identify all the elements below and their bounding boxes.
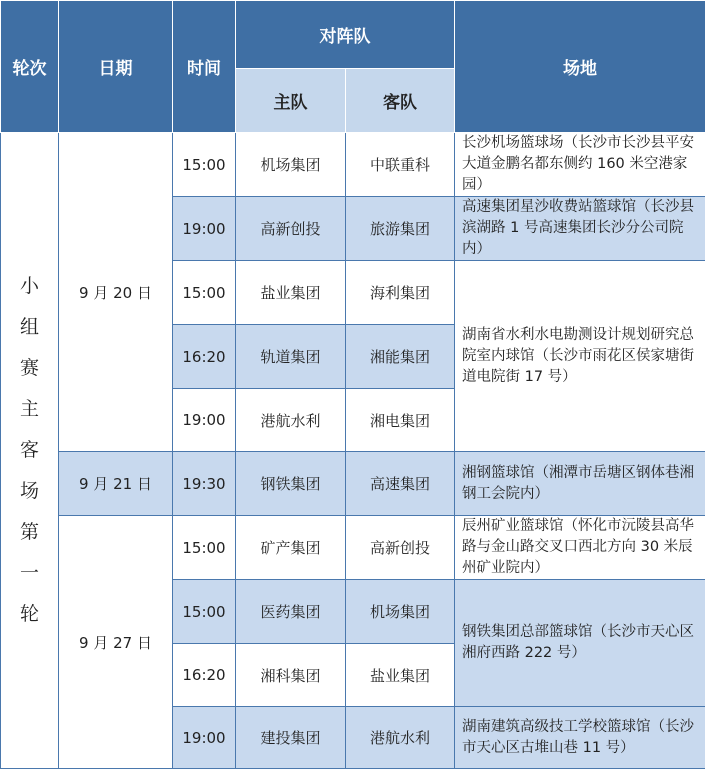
- match-time: 19:00: [173, 389, 236, 452]
- home-team: 湘科集团: [236, 644, 346, 707]
- venue-cell: 高速集团星沙收费站篮球馆（长沙县滨湖路 1 号高速集团长沙分公司院内）: [455, 197, 705, 261]
- match-time: 15:00: [173, 261, 236, 325]
- match-time: 19:30: [173, 452, 236, 516]
- away-team: 高新创投: [346, 516, 455, 580]
- away-team: 高速集团: [346, 452, 455, 516]
- match-time: 19:00: [173, 707, 236, 769]
- home-team: 建投集团: [236, 707, 346, 769]
- away-team: 旅游集团: [346, 197, 455, 261]
- match-time: 16:20: [173, 644, 236, 707]
- home-team: 机场集团: [236, 133, 346, 197]
- table-row: [1, 452, 705, 516]
- venue-cell: 湖南建筑高级技工学校篮球馆（长沙市天心区古堆山巷 11 号）: [455, 707, 705, 769]
- header-date: 日期: [59, 1, 173, 133]
- away-team: 盐业集团: [346, 644, 455, 707]
- table-row: [1, 133, 705, 197]
- home-team: 盐业集团: [236, 261, 346, 325]
- header-home: 主队: [236, 69, 346, 133]
- header-round: 轮次: [1, 1, 59, 133]
- header-matchup: 对阵队: [236, 1, 455, 69]
- venue-cell: 钢铁集团总部篮球馆（长沙市天心区湘府西路 222 号）: [455, 580, 705, 707]
- date-cell: 9 月 20 日: [59, 133, 173, 452]
- match-time: 15:00: [173, 516, 236, 580]
- header-venue: 场地: [455, 1, 705, 133]
- date-cell: 9 月 21 日: [59, 452, 173, 516]
- away-team: 机场集团: [346, 580, 455, 644]
- venue-cell: 湖南省水利水电勘测设计规划研究总院室内球馆（长沙市雨花区侯家塘街道电院街 17 号）: [455, 261, 705, 452]
- home-team: 钢铁集团: [236, 452, 346, 516]
- header-away: 客队: [346, 69, 455, 133]
- home-team: 港航水利: [236, 389, 346, 452]
- table-row: [1, 516, 705, 580]
- venue-cell: 长沙机场篮球场（长沙市长沙县平安大道金鹏名都东侧约 160 米空港家园）: [455, 133, 705, 197]
- venue-cell: 湘钢篮球馆（湘潭市岳塘区钢体巷湘钢工会院内）: [455, 452, 705, 516]
- away-team: 港航水利: [346, 707, 455, 769]
- match-time: 16:20: [173, 325, 236, 389]
- round-label: 小组赛主客场第一轮: [1, 133, 59, 769]
- home-team: 矿产集团: [236, 516, 346, 580]
- header-time: 时间: [173, 1, 236, 133]
- away-team: 海利集团: [346, 261, 455, 325]
- away-team: 中联重科: [346, 133, 455, 197]
- match-time: 15:00: [173, 133, 236, 197]
- match-time: 19:00: [173, 197, 236, 261]
- away-team: 湘能集团: [346, 325, 455, 389]
- date-cell: 9 月 27 日: [59, 516, 173, 769]
- home-team: 高新创投: [236, 197, 346, 261]
- home-team: 医药集团: [236, 580, 346, 644]
- away-team: 湘电集团: [346, 389, 455, 452]
- match-time: 15:00: [173, 580, 236, 644]
- venue-cell: 辰州矿业篮球馆（怀化市沅陵县高华路与金山路交叉口西北方向 30 米辰州矿业院内）: [455, 516, 705, 580]
- home-team: 轨道集团: [236, 325, 346, 389]
